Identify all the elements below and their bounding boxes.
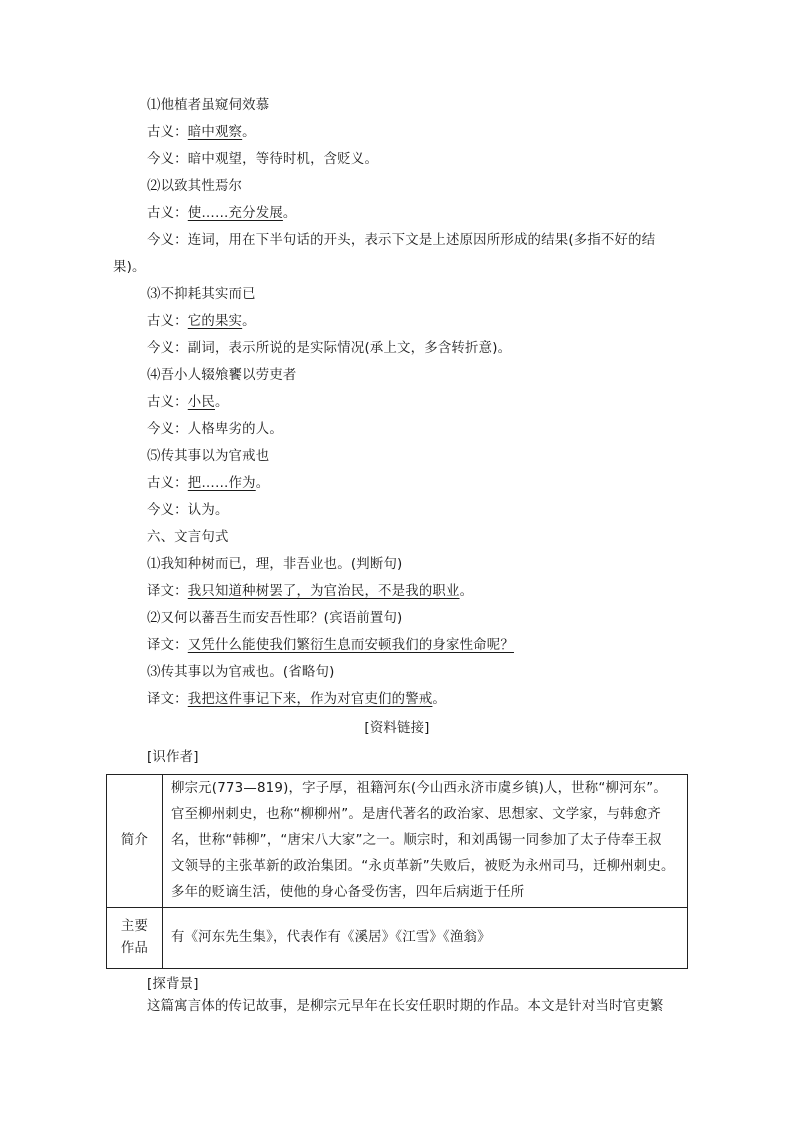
section-heading: 六、文言句式 (147, 530, 229, 545)
author-label: [识作者] (147, 750, 199, 765)
gu-meaning: 古义：它的果实。 (147, 314, 256, 329)
word-title: ⑷吾小人辍飧饔以劳吏者 (147, 368, 297, 383)
gu-meaning: 古义：把……作为。 (147, 476, 270, 491)
word-title: ⑴他植者虽窥伺效慕 (147, 98, 270, 113)
word-title: ⑶不抑耗其实而已 (147, 287, 256, 302)
resource-heading: [资料链接] (364, 721, 430, 736)
works-label: 主要 作品 (107, 908, 163, 969)
intro-line: 官至柳州刺史，也称“柳柳州”。是唐代著名的政治家、思想家、文学家，与韩愈齐 (171, 807, 661, 822)
intro-line: 多年的贬谪生活，使他的身心备受伤害，四年后病逝于任所 (171, 885, 525, 900)
jin-meaning: 今义：暗中观望，等待时机，含贬义。 (147, 152, 379, 167)
sentence-title: ⑶传其事以为官戒也。(省略句) (147, 665, 335, 680)
author-info-table (106, 774, 688, 969)
jin-meaning: 今义：人格卑劣的人。 (147, 422, 283, 437)
translation: 译文：又凭什么能使我们繁衍生息而安顿我们的身家性命呢？ (147, 638, 514, 653)
gu-meaning: 古义：使……充分发展。 (147, 206, 297, 221)
gu-meaning: 古义：暗中观察。 (147, 125, 256, 140)
intro-line: 名，世称“韩柳”，“唐宋八大家”之一。顺宗时，和刘禹锡一同参加了太子侍奉王叔 (171, 833, 662, 848)
intro-line: 文领导的主张革新的政治集团。“永贞革新”失败后，被贬为永州司马，迁柳州刺史。 (171, 859, 675, 874)
table-row (107, 775, 688, 908)
intro-label: 简介 (107, 775, 163, 908)
table-row (107, 908, 688, 969)
translation: 译文：我把这件事记下来，作为对官吏们的警戒。 (147, 692, 447, 707)
intro-line: 柳宗元(773—819)，字子厚，祖籍河东(今山西永济市虞乡镇)人，世称“柳河东”。 (171, 781, 668, 796)
gu-meaning: 古义：小民。 (147, 395, 229, 410)
sentence-title: ⑴我知种树而已，理，非吾业也。(判断句) (147, 557, 403, 572)
background-label: [探背景] (147, 977, 199, 992)
jin-meaning: 今义：连词，用在下半句话的开头，表示下文是上述原因所形成的结果(多指不好的结 (147, 233, 656, 248)
word-title: ⑵以致其性焉尔 (147, 179, 243, 194)
translation: 译文：我只知道种树罢了，为官治民，不是我的职业。 (147, 584, 474, 599)
word-title: ⑸传其事以为官戒也 (147, 449, 270, 464)
jin-meaning: 今义：认为。 (147, 503, 229, 518)
sentence-title: ⑵又何以蕃吾生而安吾性耶？(宾语前置句) (147, 611, 403, 626)
jin-meaning: 今义：副词，表示所说的是实际情况(承上文，多含转折意)。 (147, 341, 512, 356)
intro-content (163, 775, 688, 908)
background-text: 这篇寓言体的传记故事，是柳宗元早年在长安任职时期的作品。本文是针对当时官吏繁 (147, 999, 664, 1014)
works-content: 有《河东先生集》，代表作有《溪居》《江雪》《渔翁》 (163, 908, 688, 969)
jin-meaning-cont: 果)。 (113, 260, 146, 275)
